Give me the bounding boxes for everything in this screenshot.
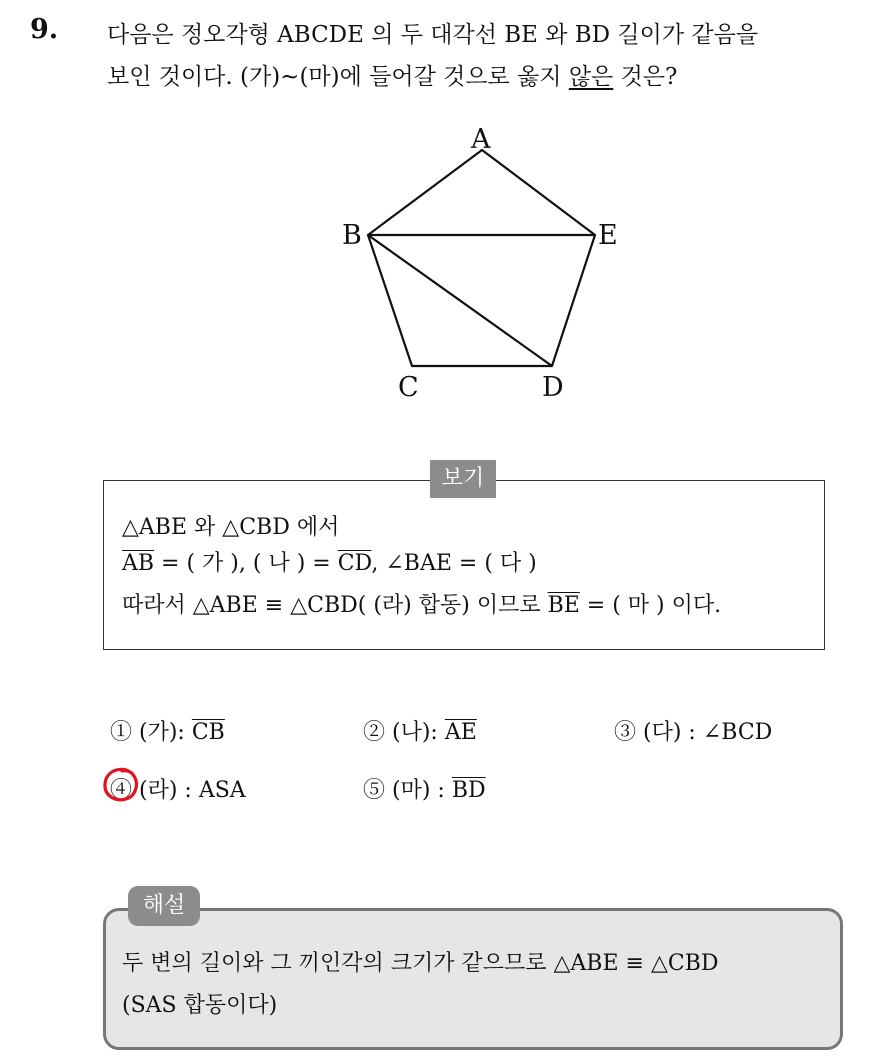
bogi-line3-text: 따라서 △ABE ≡ △CBD( (라) 합동) 이므로 [122, 593, 548, 618]
choice-label: (마) : [385, 778, 452, 803]
explanation-title: 해설 [128, 886, 200, 926]
choice-answer: ASA [198, 778, 246, 803]
question-text-line2 [107, 58, 677, 91]
bogi-line3 [122, 588, 721, 619]
choice-1[interactable] [110, 715, 225, 746]
question-number: 9. [30, 14, 59, 45]
choice-label: (라) : [132, 778, 199, 803]
choice-label: (다) : [636, 720, 703, 745]
segment-cd: $\overline{CD}$ [337, 551, 372, 576]
choice-label: (나): [385, 720, 445, 745]
segment-ab: $\overline{AB}$ [122, 551, 155, 576]
choice-answer: $\overline{CB}$ [191, 720, 225, 745]
diagonal-bd [368, 235, 552, 366]
choice-number: ③ [614, 720, 637, 745]
explanation-line1: 두 변의 길이와 그 끼인각의 크기가 같으므로 △ABE ≡ △CBD [122, 951, 719, 976]
vertex-label-e: E [598, 220, 618, 251]
choice-answer: $\overline{AE}$ [444, 720, 477, 745]
answer-mark-circle [100, 764, 142, 806]
pentagon-figure [330, 110, 630, 410]
choice-number: ⑤ [363, 778, 386, 803]
bogi-line2 [122, 546, 537, 577]
bogi-line3-end: = ( 마 ) 이다. [579, 593, 722, 618]
bogi-line1: △ABE 와 △CBD 에서 [122, 515, 340, 540]
vertex-label-b: B [342, 220, 362, 251]
choice-number: ② [363, 720, 386, 745]
vertex-label-c: C [398, 372, 419, 403]
choice-answer: ∠BCD [702, 720, 773, 745]
vertex-label-d: D [542, 372, 564, 403]
segment-be: $\overline{BE}$ [547, 593, 580, 618]
question-underlined-word: 않은 [568, 64, 614, 90]
choice-2[interactable] [363, 715, 477, 746]
vertex-label-a: A [471, 124, 491, 155]
choice-answer: $\overline{BD}$ [451, 778, 486, 803]
explanation-box [103, 908, 843, 1050]
choice-3[interactable] [614, 715, 772, 746]
question-text-line1: 다음은 정오각형 ABCDE 의 두 대각선 BE 와 BD 길이가 같음을 [107, 22, 759, 48]
bogi-line2-angle: , ∠BAE = ( 다 ) [371, 551, 537, 576]
question-text-pre: 보인 것이다. (가)~(마)에 들어갈 것으로 옳지 [107, 64, 569, 90]
bogi-title: 보기 [430, 460, 496, 498]
explanation-line2: (SAS 합동이다) [122, 993, 278, 1018]
bogi-line2-text: = ( 가 ), ( 나 ) = [154, 551, 338, 576]
choice-5[interactable] [363, 773, 486, 804]
choice-number: ① [110, 720, 133, 745]
question-text-post: 것은? [613, 64, 678, 90]
choice-label: (가): [132, 720, 192, 745]
choice-number: ④ [110, 778, 133, 803]
